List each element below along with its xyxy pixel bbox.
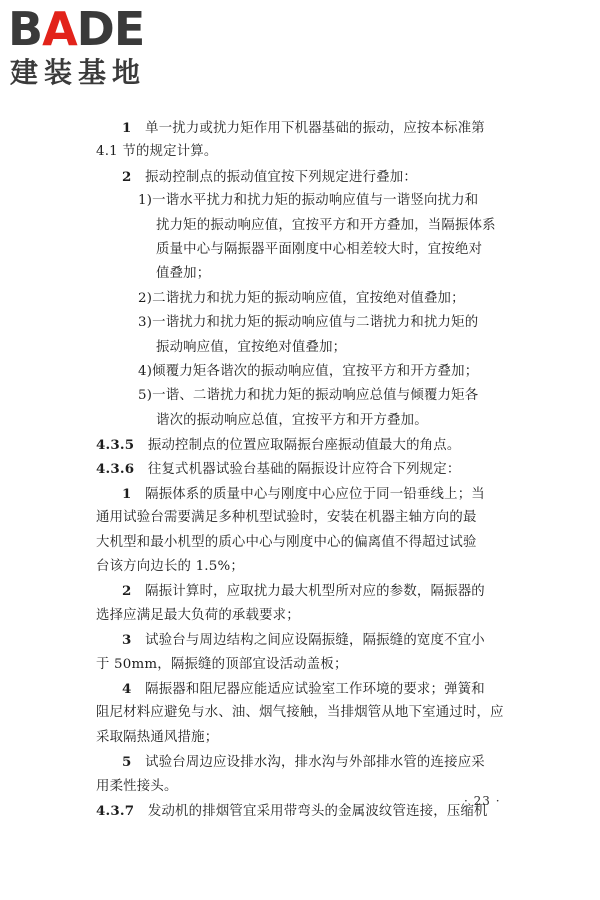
document-body bbox=[96, 116, 524, 823]
text-line bbox=[96, 116, 524, 140]
line-text: 发动机的排烟管宜采用带弯头的金属波纹管连接，压缩机 bbox=[134, 803, 488, 819]
text-line bbox=[96, 531, 524, 555]
line-text: 往复式机器试验台基础的隔振设计应符合下列规定： bbox=[134, 462, 461, 478]
line-text: 3)一谐扰力和扰力矩的振动响应值与二谐扰力和扰力矩的 bbox=[138, 315, 479, 331]
text-line bbox=[96, 384, 524, 408]
line-text: 台该方向边长的 1.5%； bbox=[96, 559, 245, 575]
line-text: 单一扰力或扰力矩作用下机器基础的振动，应按本标准第 bbox=[131, 121, 485, 136]
logo-chinese-text: 建装基地 bbox=[10, 56, 147, 89]
line-text: 试验台周边应设排水沟，排水沟与外部排水管的连接应采 bbox=[131, 755, 485, 771]
line-text: 值叠加； bbox=[156, 266, 211, 282]
text-line bbox=[96, 262, 524, 286]
item-number: 2 bbox=[122, 168, 132, 185]
text-line bbox=[96, 287, 524, 311]
item-number: 3 bbox=[122, 632, 132, 649]
bade-logo bbox=[8, 2, 178, 92]
line-text: 隔振器和阻尼器应能适应试验室工作环境的要求；弹簧和 bbox=[131, 681, 485, 697]
clause-number: 4.3.6 bbox=[96, 461, 135, 478]
text-line bbox=[96, 433, 524, 457]
line-text: 试验台与周边结构之间应设隔振缝，隔振缝的宽度不宜小 bbox=[131, 633, 485, 649]
text-line bbox=[96, 189, 524, 213]
text-line bbox=[96, 336, 524, 360]
text-line bbox=[96, 165, 524, 189]
text-line bbox=[96, 214, 524, 238]
text-line bbox=[96, 140, 524, 164]
line-text: 振动控制点的位置应取隔振台座振动值最大的角点。 bbox=[134, 438, 461, 454]
text-line bbox=[96, 555, 524, 579]
text-line bbox=[96, 726, 524, 750]
line-text: 5)一谐、二谐扰力和扰力矩的振动响应总值与倾覆力矩各 bbox=[138, 388, 479, 404]
text-line bbox=[96, 409, 524, 433]
line-text: 1)一谐水平扰力和扰力矩的振动响应值与一谐竖向扰力和 bbox=[138, 193, 479, 209]
text-line bbox=[96, 457, 524, 481]
line-text: 隔振计算时，应取扰力最大机型所对应的参数，隔振器的 bbox=[131, 584, 485, 600]
line-text: 隔振体系的质量中心与刚度中心应位于同一铅垂线上；当 bbox=[131, 486, 485, 502]
line-text: 扰力矩的振动响应值，宜按平方和开方叠加，当隔振体系 bbox=[156, 217, 496, 233]
text-line bbox=[96, 677, 524, 701]
line-text: 振动控制点的振动值宜按下列规定进行叠加： bbox=[131, 169, 417, 185]
line-text: 大机型和最小机型的质心中心与刚度中心的偏离值不得超过试验 bbox=[96, 534, 477, 550]
clause-number: 4.3.7 bbox=[96, 802, 135, 819]
text-line bbox=[96, 311, 524, 335]
item-number: 2 bbox=[122, 583, 132, 600]
text-line bbox=[96, 360, 524, 384]
line-text: 阻尼材料应避免与水、油、烟气接触，当排烟管从地下室通过时，应 bbox=[96, 705, 504, 721]
line-text: 谐次的振动响应总值，宜按平方和开方叠加。 bbox=[156, 412, 428, 428]
line-text: 通用试验台需要满足多种机型试验时，安装在机器主轴方向的最 bbox=[96, 510, 477, 526]
text-line bbox=[96, 750, 524, 774]
item-number: 1 bbox=[122, 120, 132, 136]
line-text: 4)倾覆力矩各谐次的振动响应值，宜按平方和开方叠加； bbox=[138, 363, 479, 379]
page-number: · 23 · bbox=[464, 794, 501, 808]
line-text: 选择应满足最大负荷的承载要求； bbox=[96, 607, 300, 623]
clause-number: 4.3.5 bbox=[96, 437, 135, 454]
line-text: 采取隔热通风措施； bbox=[96, 729, 219, 745]
item-number: 5 bbox=[122, 754, 132, 771]
text-line bbox=[96, 775, 524, 799]
text-line bbox=[96, 482, 524, 506]
line-text: 于 50mm，隔振缝的顶部宜设活动盖板； bbox=[96, 656, 348, 672]
line-text: 4.1 节的规定计算。 bbox=[96, 144, 218, 160]
text-line bbox=[96, 653, 524, 677]
text-line bbox=[96, 506, 524, 530]
text-line bbox=[96, 238, 524, 262]
text-line bbox=[96, 799, 524, 823]
item-number: 4 bbox=[122, 680, 132, 697]
text-line bbox=[96, 628, 524, 652]
line-text: 2)二谐扰力和扰力矩的振动响应值，宜按绝对值叠加； bbox=[138, 290, 465, 306]
item-number: 1 bbox=[122, 485, 132, 502]
text-line bbox=[96, 701, 524, 725]
line-text: 用柔性接头。 bbox=[96, 778, 178, 794]
line-text: 质量中心与隔振器平面刚度中心相差较大时，宜按绝对 bbox=[156, 241, 483, 257]
text-line bbox=[96, 579, 524, 603]
logo-wordmark: BADE bbox=[8, 2, 145, 56]
line-text: 振动响应值，宜按绝对值叠加； bbox=[156, 339, 347, 355]
text-line bbox=[96, 604, 524, 628]
